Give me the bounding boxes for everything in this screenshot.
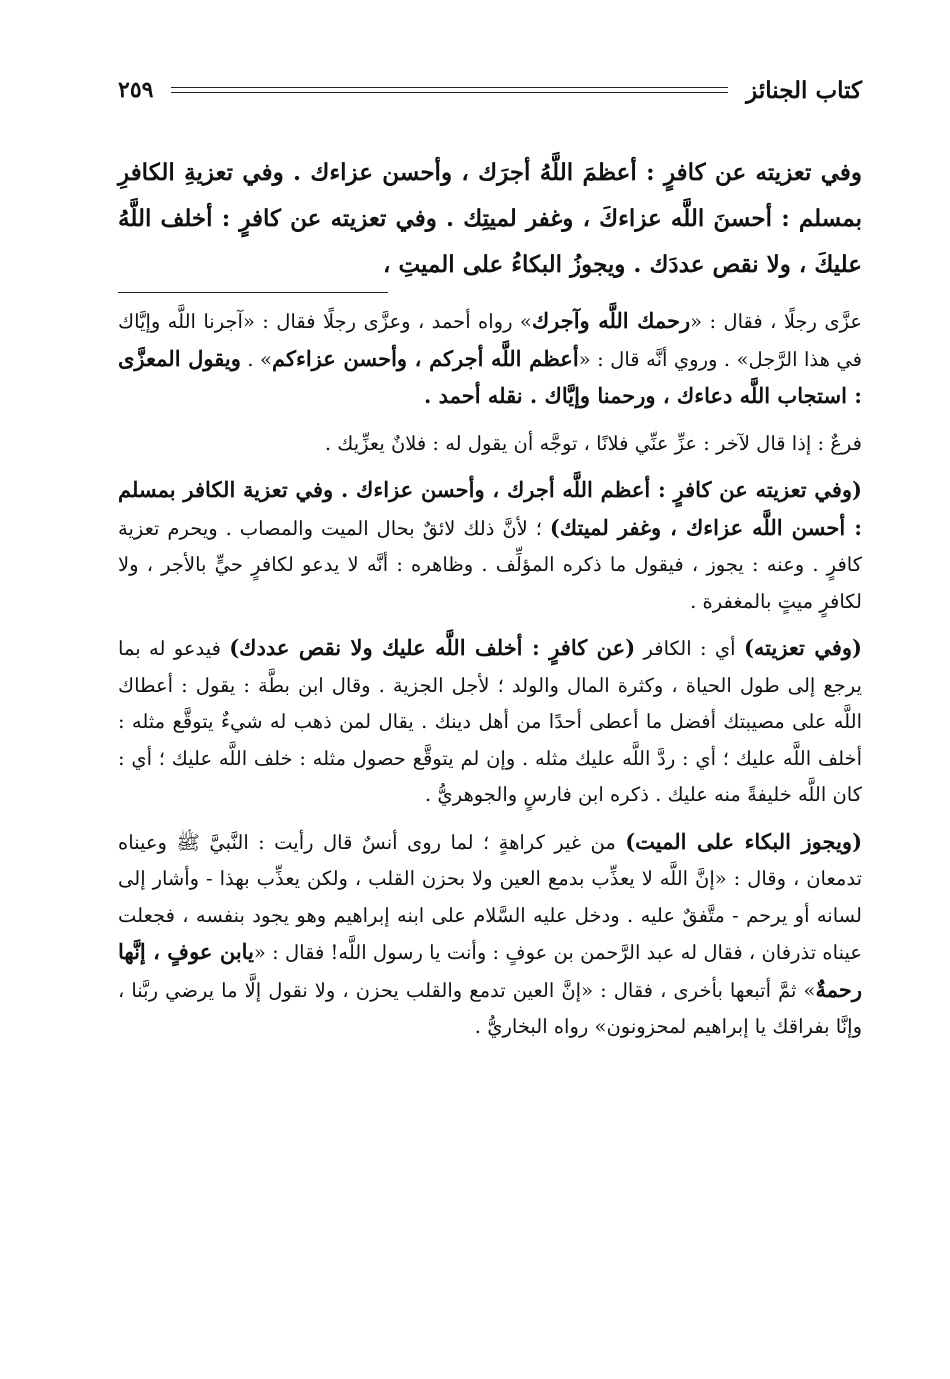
p4-a: (وفي تعزيته): [743, 635, 862, 660]
p1-d: أعظم اللَّه أجركم ، وأحسن عزاءكم: [271, 345, 579, 371]
p3-a: (وفي تعزيته عن كافرٍ : أعظم اللَّه أجرك ، وأحسن عزاءك . وفي تعزية الكافر بمسلم : أحسن اللَّه عزاءك ، وغفر لميتك): [118, 477, 862, 540]
p5-d: » ثمَّ أتبعها بأخرى ، فقال : «إنَّ العين تدمع والقلب يحزن ، ولا نقول إلَّا ما يرضي ربَّنا ، وإنَّا بفراقك يا إبراهيم لمحزونون» رواه البخاريُّ .: [118, 978, 862, 1038]
main-text: وفي تعزيته عن كافرٍ : أعظمَ اللَّهُ أجرَك ، وأحسن عزاءك . وفي تعزيةِ الكافرِ بمسلم : أحسنَ اللَّه عزاءكَ ، وغفر لميتِك . وفي تعزيته عن كافرٍ : أخلف اللَّهُ عليكَ ، ولا نقص عددَك . ويجوزُ البكاءُ على الميتِ ،: [118, 159, 862, 278]
commentary-paragraph-2: [118, 426, 862, 463]
header-rule: [171, 87, 728, 93]
p4-d: فيدعو له بما يرجع إلى طول الحياة ، وكثرة المال والولد ؛ لأجل الجزية . وقال ابن بطَّة : يقول : أعطاك اللَّه على مصيبتك أفضل ما أعطى أحدًا من أهل دينك . يقال لمن ذهب له شيءٌ يتوقَّع مثله : أخلف اللَّه عليك ؛ أي : ردَّ اللَّه عليك مثله . وإن لم يتوقَّع حصول مثله : خلف اللَّه عليك ؛ أي : كان اللَّه خليفةً منه عليك . ذكره ابن فارسٍ والجوهريُّ .: [118, 637, 862, 806]
p2-a: فرعٌ : إذا قال لآخر : عزِّ عنِّي فلانًا ، توجَّه أن يقول له : فلانٌ يعزِّيك .: [324, 431, 862, 455]
p1-e: » .: [240, 347, 272, 371]
p1-f: ويقول المعزَّى : استجاب اللَّه دعاءك ، ورحمنا وإيَّاك . نقله أحمد .: [118, 345, 862, 408]
page-header: [118, 70, 862, 110]
main-text-divider: [118, 292, 388, 293]
p5-c: يابن عوفٍ ، إنَّها رحمةٌ: [118, 939, 862, 1002]
p3-b: ؛ لأنَّ ذلك لائقٌ بحال الميت والمصاب . ويحرم تعزية كافرٍ . وعنه : يجوز ، فيقول ما ذكره المؤلِّف . وظاهره : أنَّه لا يدعو لكافرٍ حيٍّ بالأجر ، ولا لكافرٍ ميتٍ بالمغفرة .: [118, 516, 862, 613]
commentary-paragraph-1: [118, 303, 862, 416]
p1-b: رحمك اللَّه وآجرك: [531, 308, 691, 333]
p1-c: » رواه أحمد ، وعزَّى رجلًا فقال : «آجرنا اللَّه وإيَّاك في هذا الرَّجل» . وروي أنَّه قال : «: [118, 310, 862, 371]
chapter-title: كتاب الجنائز: [746, 76, 862, 104]
p5-b: من غير كراهةٍ ؛ لما روى أنسٌ قال رأيت : النَّبيَّ ﷺ وعيناه تدمعان ، وقال : «إنَّ اللَّه لا يعذِّب بدمع العين ولا بحزن القلب ، ولكن يعذِّب بهذا - وأشار إلى لسانه أو يرحم - متَّفقٌ عليه . ودخل عليه السَّلام على ابنه إبراهيم وهو يجود بنفسه ، فجعلت عيناه تذرفان ، فقال له عبد الرَّحمن بن عوفٍ : وأنت يا رسول اللَّه! فقال : «: [118, 830, 862, 964]
p1-a: عزَّى رجلًا ، فقال : «: [690, 310, 862, 333]
page-number: ٢٥٩: [118, 77, 154, 103]
commentary-paragraph-5: [118, 824, 862, 1046]
p4-b: أي : الكافر: [635, 637, 744, 660]
p5-a: (ويجوز البكاء على الميت): [625, 828, 862, 854]
commentary-paragraph-3: [118, 472, 862, 620]
p4-c: (عن كافرٍ : أخلف اللَّه عليك ولا نقص عددك): [229, 635, 636, 660]
commentary-paragraph-4: [118, 630, 862, 814]
